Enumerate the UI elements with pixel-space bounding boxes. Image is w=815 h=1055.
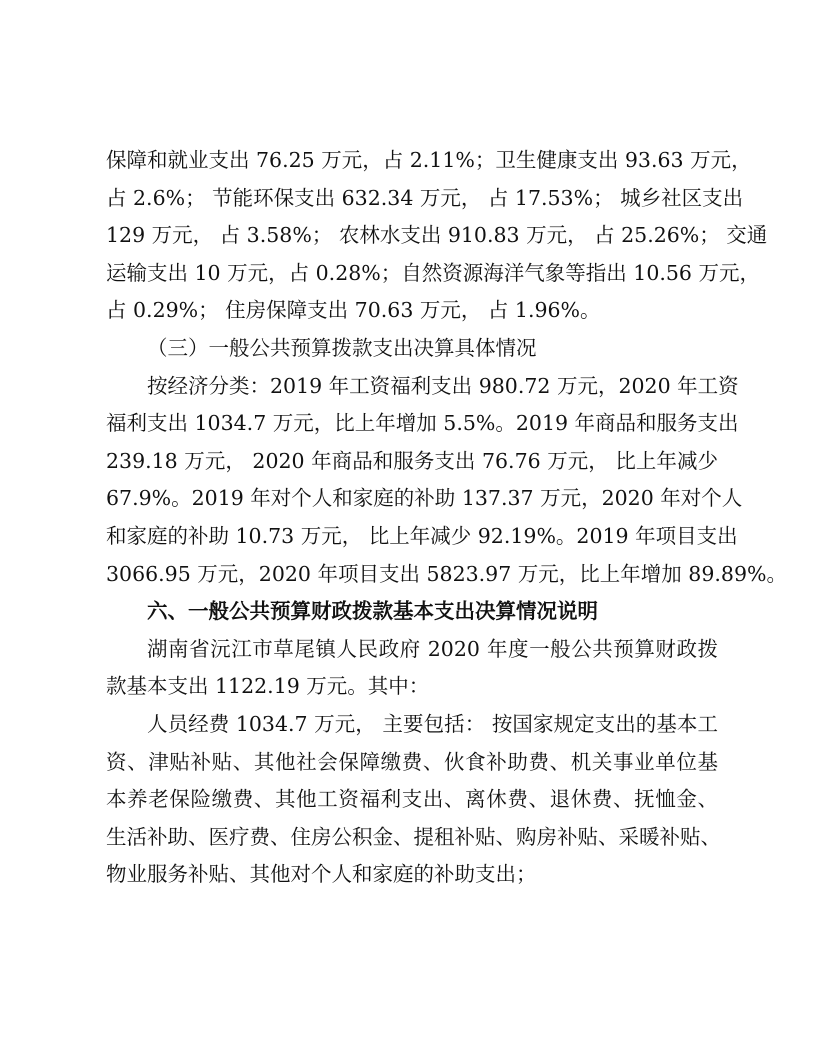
- paragraph-personnel-expenses: [106, 706, 721, 894]
- text-line: 款基本支出 1122.19 万元。其中：: [106, 674, 430, 699]
- text-line: 和家庭的补助 10.73 万元， 比上年减少 92.19%。2019 年项目支出: [106, 523, 738, 548]
- text-line: 占 2.6%； 节能环保支出 632.34 万元， 占 17.53%； 城乡社区支出: [106, 185, 744, 210]
- text-line: 129 万元， 占 3.58%； 农林水支出 910.83 万元， 占 25.26%； 交通: [106, 223, 768, 248]
- paragraph-economic-classification: [106, 368, 787, 594]
- text-line: 福利支出 1034.7 万元，比上年增加 5.5%。2019 年商品和服务支出: [106, 411, 739, 436]
- heading-text: （三）一般公共预算拨款支出决算具体情况: [147, 335, 537, 360]
- text-line: 239.18 万元， 2020 年商品和服务支出 76.76 万元， 比上年减少: [106, 448, 718, 473]
- text-line: 湖南省沅江市草尾镇人民政府 2020 年度一般公共预算财政拨: [147, 636, 718, 661]
- text-line: 物业服务补贴、其他对个人和家庭的补助支出；: [106, 862, 537, 887]
- text-line: 占 0.29%； 住房保障支出 70.63 万元， 占 1.96%。: [106, 298, 601, 323]
- text-line: 运输支出 10 万元，占 0.28%；自然资源海洋气象等指出 10.56 万元，: [106, 260, 760, 285]
- paragraph-expenditure-composition: [106, 142, 768, 330]
- section-heading-6: [106, 593, 718, 631]
- text-line: 生活补助、医疗费、住房公积金、提租补贴、购房补贴、采暖补贴、: [106, 824, 721, 849]
- heading-text: 六、一般公共预算财政拨款基本支出决算情况说明: [147, 599, 598, 624]
- document-body: [106, 142, 787, 894]
- text-line: 3066.95 万元，2020 年项目支出 5823.97 万元，比上年增加 89.89%。: [106, 561, 787, 586]
- section-heading-3: [106, 330, 718, 368]
- text-line: 保障和就业支出 76.25 万元，占 2.11%；卫生健康支出 93.63 万元，: [106, 148, 752, 172]
- text-line: 人员经费 1034.7 万元， 主要包括： 按国家规定支出的基本工: [147, 711, 718, 736]
- text-line: 67.9%。2019 年对个人和家庭的补助 137.37 万元，2020 年对个人: [106, 486, 743, 511]
- text-line: 本养老保险缴费、其他工资福利支出、离休费、退休费、抚恤金、: [106, 787, 718, 812]
- paragraph-basic-expenditure: [106, 631, 718, 706]
- text-line: 资、津贴补贴、其他社会保障缴费、伙食补助费、机关事业单位基: [106, 749, 718, 774]
- text-line: 按经济分类：2019 年工资福利支出 980.72 万元，2020 年工资: [147, 373, 739, 398]
